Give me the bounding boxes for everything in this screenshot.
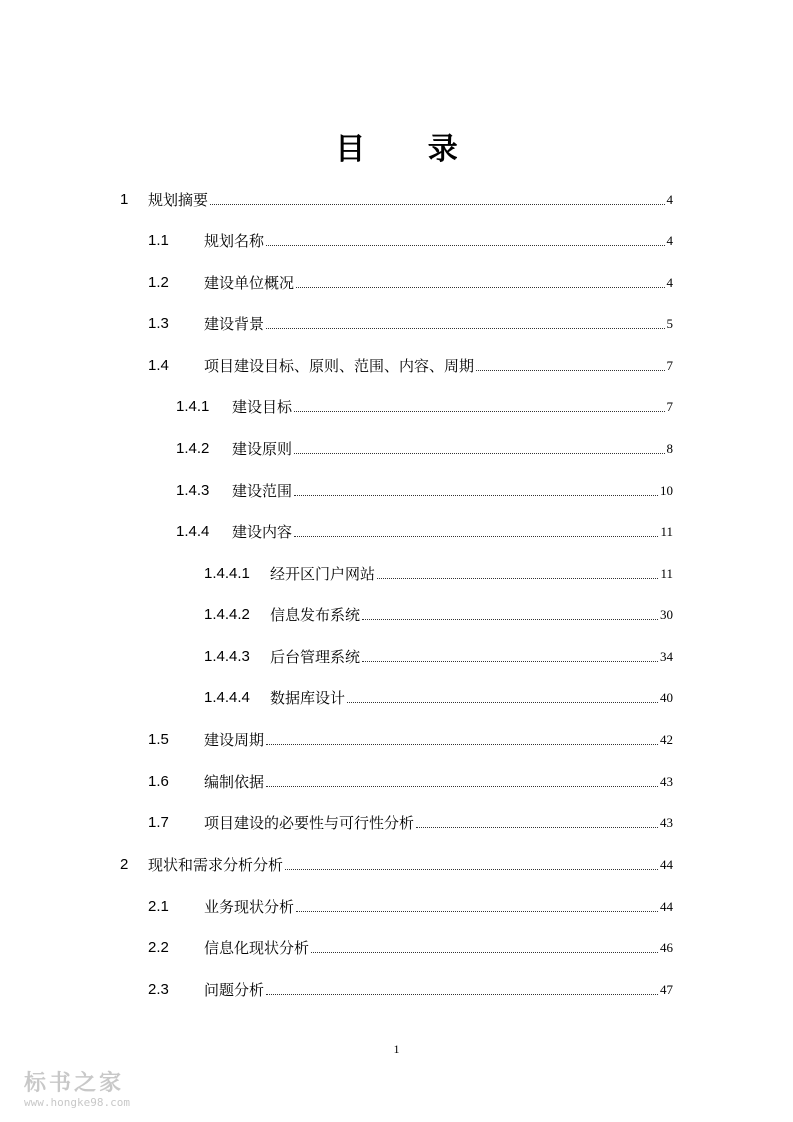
toc-entry[interactable]: [148, 937, 673, 959]
toc-entry[interactable]: [204, 563, 673, 585]
toc-entry-page: 30: [660, 607, 673, 622]
toc-entry-number: 2.3: [148, 981, 169, 998]
watermark-url: www.hongke98.com: [24, 1096, 130, 1109]
dot-leader: [294, 536, 658, 537]
toc-entry[interactable]: [148, 230, 673, 252]
dot-leader: [294, 453, 664, 454]
toc-entry-number: 1.4.1: [176, 398, 210, 415]
toc-entry-page: 47: [660, 982, 673, 997]
toc-entry-number: 1.4.4.2: [204, 606, 250, 623]
toc-entry-page: 44: [660, 899, 673, 914]
toc-entry-label: 建设周期: [204, 731, 265, 749]
dot-leader: [311, 952, 658, 953]
toc-entry[interactable]: [204, 604, 673, 626]
toc-entry[interactable]: [148, 355, 673, 377]
toc-entry[interactable]: [148, 313, 673, 335]
toc-entry-number: 1.7: [148, 814, 169, 831]
toc-entry[interactable]: [148, 979, 673, 1001]
dot-leader: [294, 411, 664, 412]
toc-entry-page: 43: [660, 815, 673, 830]
toc-entry-number: 2.2: [148, 939, 169, 956]
toc-entry-label: 信息发布系统: [270, 606, 361, 624]
toc-entry-label: 项目建设的必要性与可行性分析: [204, 814, 415, 832]
toc-entry-label: 现状和需求分析分析: [148, 856, 284, 874]
toc-entry-page: 10: [660, 483, 673, 498]
dot-leader: [285, 869, 658, 870]
toc-entry-page: 4: [666, 192, 673, 207]
toc-entry-label: 建设内容: [232, 523, 293, 541]
watermark: [24, 1066, 164, 1116]
toc-entry[interactable]: [148, 771, 673, 793]
toc-entry[interactable]: [148, 896, 673, 918]
toc-entry-label: 后台管理系统: [270, 648, 361, 666]
dot-leader: [347, 702, 658, 703]
dot-leader: [266, 245, 664, 246]
toc-entry-number: 1.4.2: [176, 440, 210, 457]
toc-entry-page: 43: [660, 774, 673, 789]
toc-entry-number: 1.2: [148, 274, 169, 291]
toc-entry-page: 7: [666, 358, 673, 373]
toc-entry-number: 1.4.4.3: [204, 648, 250, 665]
toc-entry[interactable]: [176, 438, 673, 460]
toc-entry-number: 1.6: [148, 773, 169, 790]
toc-entry-label: 经开区门户网站: [270, 565, 376, 583]
toc-entry-number: 1.3: [148, 315, 169, 332]
toc-entry-label: 建设单位概况: [204, 274, 295, 292]
toc-entry-page: 8: [666, 441, 673, 456]
toc-entry[interactable]: [148, 812, 673, 834]
toc-entry-page: 34: [660, 649, 673, 664]
toc-entry-page: 42: [660, 732, 673, 747]
toc-entry-page: 4: [666, 275, 673, 290]
toc-entry-number: 1.4.4.4: [204, 689, 250, 706]
toc-entry-label: 信息化现状分析: [204, 939, 310, 957]
toc-entry-number: 1.4.4: [176, 523, 210, 540]
toc-entry-label: 项目建设目标、原则、范围、内容、周期: [204, 357, 475, 375]
dot-leader: [362, 619, 658, 620]
toc-entry-page: 5: [666, 316, 673, 331]
dot-leader: [294, 495, 658, 496]
dot-leader: [266, 786, 658, 787]
toc-entry-label: 建设原则: [232, 440, 293, 458]
toc-entry-label: 问题分析: [204, 981, 265, 999]
page-number: 1: [393, 1042, 400, 1056]
toc-entry[interactable]: [120, 189, 673, 211]
toc-entry-number: 1.4.3: [176, 482, 210, 499]
watermark-logo-text: 标书之家: [24, 1071, 125, 1096]
dot-leader: [416, 827, 658, 828]
dot-leader: [296, 287, 664, 288]
toc-entry-page: 44: [660, 857, 673, 872]
dot-leader: [266, 328, 664, 329]
toc-entry-label: 建设目标: [232, 398, 293, 416]
toc-entry-number: 2.1: [148, 898, 169, 915]
toc-entry-page: 40: [660, 690, 673, 705]
toc-entry-page: 11: [660, 524, 673, 539]
dot-leader: [362, 661, 658, 662]
toc-entry[interactable]: [204, 646, 673, 668]
dot-leader: [266, 994, 658, 995]
toc-entry-label: 规划名称: [204, 232, 265, 250]
toc-entry[interactable]: [120, 854, 673, 876]
toc-entry[interactable]: [148, 272, 673, 294]
toc-entry-label: 建设范围: [232, 482, 293, 500]
toc-entry[interactable]: [176, 396, 673, 418]
toc-entry[interactable]: [176, 480, 673, 502]
toc-entry-page: 7: [666, 399, 673, 414]
dot-leader: [476, 370, 664, 371]
toc-entry-label: 业务现状分析: [204, 898, 295, 916]
toc-title: 目 录: [335, 132, 484, 167]
toc-entry[interactable]: [148, 729, 673, 751]
toc-entry-label: 编制依据: [204, 773, 265, 791]
toc-entry-label: 建设背景: [204, 315, 265, 333]
dot-leader: [296, 911, 658, 912]
dot-leader: [210, 204, 664, 205]
toc-entry-number: 1.1: [148, 232, 169, 249]
toc-entry-page: 11: [660, 566, 673, 581]
toc-entry-number: 1.5: [148, 731, 169, 748]
toc-entry-number: 1.4.4.1: [204, 565, 250, 582]
dot-leader: [266, 744, 658, 745]
toc-entry-page: 46: [660, 940, 673, 955]
toc-entry[interactable]: [176, 521, 673, 543]
toc-entry-label: 规划摘要: [148, 191, 209, 209]
toc-entry-label: 数据库设计: [270, 689, 346, 707]
toc-entry-number: 1: [120, 191, 129, 208]
toc-entry[interactable]: [204, 687, 673, 709]
dot-leader: [377, 578, 658, 579]
toc-entry-page: 4: [666, 233, 673, 248]
toc-entry-number: 2: [120, 856, 129, 873]
toc-entry-number: 1.4: [148, 357, 169, 374]
